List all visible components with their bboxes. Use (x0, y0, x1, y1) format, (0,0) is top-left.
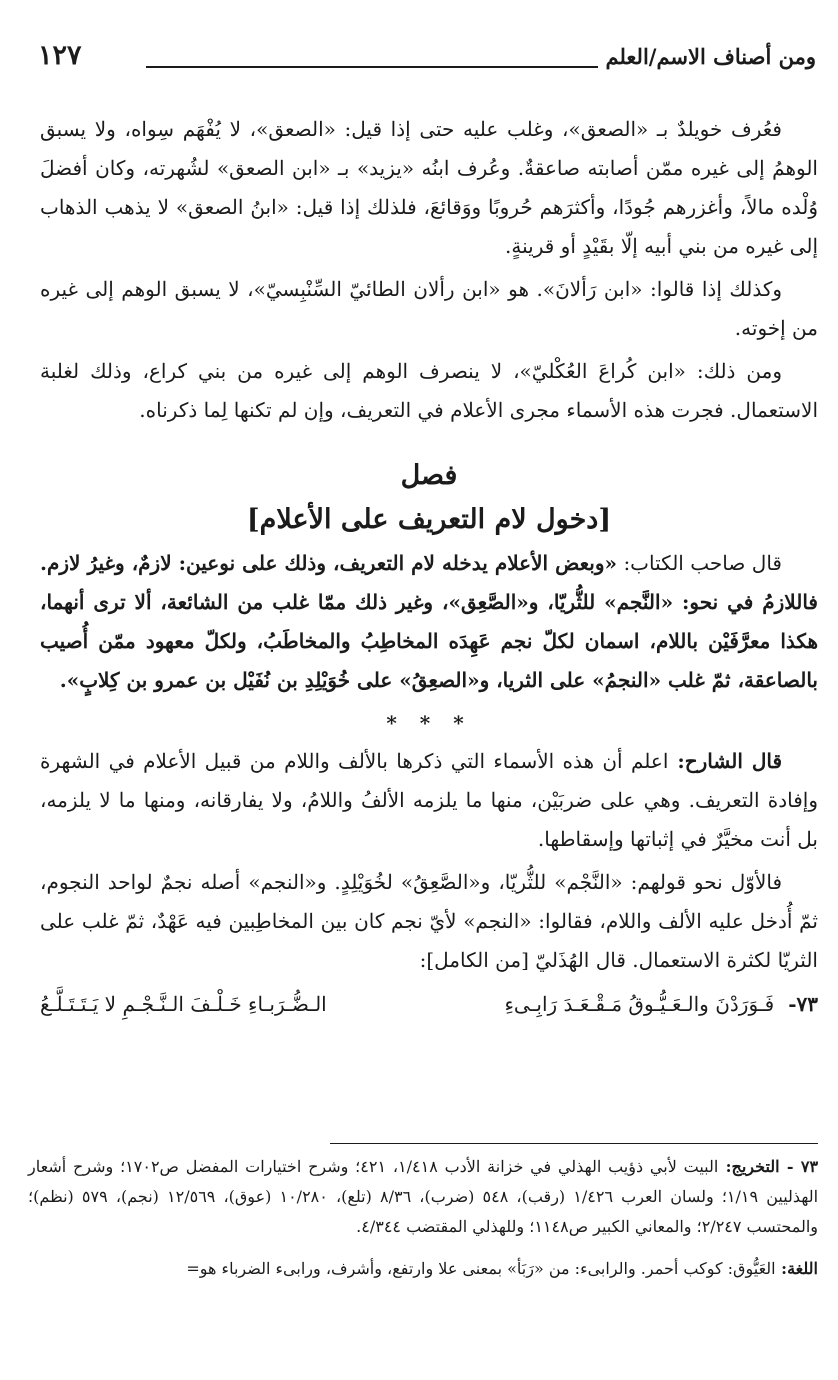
verse-line (40, 984, 818, 1024)
page-header (38, 40, 816, 80)
separator-stars: * * * (386, 711, 472, 735)
lugha-text: العَيُّوق: كوكب أحمر. والرابىء: من «رَبَأ» بمعنى علا وارتفع، وأشرف، ورابىء الضرباء هو= (186, 1259, 776, 1278)
commentary-text-1: اعلم أن هذه الأسماء التي ذكرها بالألف واللام من قبيل الأعلام في الشهرة وإفادة التعريف. وهي على ضربَيْن، منها ما يلزمه الألفُ واللامُ، ولا يفارقانه، ومنها ما لا يلزمه، بل أنت مخيَّرٌ في إثباتها وإسقاطها. (40, 749, 818, 851)
page-number: ١٢٧ (38, 40, 82, 71)
verse-hemistich-2: الـضُّـرَبـاءِ خَـلْـفَ الـنَّـجْـمِ لا يَـتَـتَـلَّـعُ (39, 992, 327, 1016)
commentary-paragraph-2: فالأوّل نحو قولهم: «النَّجْم» للثُّريّا، و«الصَّعِقُ» لخُوَيْلِدٍ. و«النجم» أصله نجمٌ لواحد النجوم، ثمّ أُدخل عليه الألف واللام، فقالوا: «النجم» لأيّ نجم كان بين المخاطِبين فيه عَهْدٌ، ثمّ غلب على الثريّا لكثرة الاستعمال. قال الهُذَليّ [من الكامل]: (40, 870, 818, 972)
quote-intro: قال صاحب الكتاب: (617, 551, 782, 575)
paragraph-1: فعُرف خويلدٌ بـ «الصعق»، وغلب عليه حتى إذا قيل: «الصعق»، لا يُفْهَم سِواه، ولا يسبق الوهمُ إلى غيره ممّن أصابته صاعقةٌ. وعُرف ابنُه «يزيد» بـ «ابن الصعق» لشُهرته، وكان أفضلَ وُلْده مالاً، وأغزرهم جُودًا، وأكثرَهم حُروبًا ووَقائعَ، فلذلك إذا قيل: «ابنُ الصعق» لا يذهب الذهاب إلى غيره من بني أبيه إلّا بقَيْدٍ أو قرينةٍ. (40, 117, 818, 258)
takhrij-label: ٧٣ - التخريج: (718, 1157, 819, 1176)
main-text (40, 110, 818, 1024)
commentary-paragraph-1 (40, 742, 818, 859)
running-title: ومن أصناف الاسم/العلم (605, 44, 816, 69)
lugha-label: اللغة: (775, 1259, 818, 1278)
verse-hemistich-1: فَـوَرَدْنَ والـعَـيُّـوقُ مَـقْـعَـدَ رَابِـىءِ (504, 992, 775, 1016)
paragraph-3: ومن ذلك: «ابن كُراعَ العُكْليّ»، لا ينصرف الوهم إلى غيره من بني كراع، وذلك لغلبة الاستعمال. فجرت هذه الأسماء مجرى الأعلام في التعريف، وإن لم تكنها لِما ذكرناه. (40, 359, 818, 422)
footnotes (28, 1152, 818, 1284)
footnote-lugha (28, 1254, 818, 1284)
takhrij-text: البيت لأبي ذؤيب الهذلي في خزانة الأدب ١/٤١٨، ٤٢١؛ وشرح اختيارات المفضل ص١٧٠٢؛ وشرح أشعار الهذليين ١/١٩؛ ولسان العرب ١/٤٢٦ (رقب)، ٥٤٨ (ضرب)، ٨/٣٦ (تلع)، ١٠/٢٨٠ (عوق)، ١٢/٥٦٩ (نجم)، ٥٧٩ (نظم)؛ والمحتسب ٢/٢٤٧؛ والمعاني الكبير ص١١٤٨؛ وللهذلي المقتضب ٤/٣٤٤. (28, 1157, 819, 1236)
quote-text: «وبعض الأعلام يدخله لام التعريف، وذلك على نوعين: لازمٌ، وغيرُ لازم. فاللازمُ في نحو: «النَّجم» للثُّريّا، و«الصَّعِق»، وغير ذلك ممّا غلب من الشائعة، ألا ترى أنهما، هكذا معرَّفَيْن باللام، اسمان لكلّ نجم عَهِدَه المخاطِبُ والمخاطَبُ، ولكلّ معهود ممّن أُصيب بالصاعقة، ثمّ غلب «النجمُ» على الثريا، و«الصعِقُ» على خُوَيْلِدِ بن نُفَيْل بن عمرو بن كِلابٍ». (40, 551, 818, 692)
verse-number: ٧٣- (788, 992, 818, 1016)
footnote-takhrij (28, 1152, 818, 1242)
section-subtitle: [دخول لام التعريف على الأعلام] (246, 504, 612, 535)
header-rule (146, 66, 598, 68)
section-title: فصل (400, 460, 458, 491)
paragraph-2: وكذلك إذا قالوا: «ابن رَألانَ». هو «ابن رألان الطائيّ السِّنْبِسيّ»، لا يسبق الوهم إلى غيره من إخوته. (40, 277, 818, 340)
commentator-label: قال الشارح: (668, 749, 783, 773)
footnote-rule (330, 1143, 818, 1144)
author-quote (40, 544, 818, 700)
